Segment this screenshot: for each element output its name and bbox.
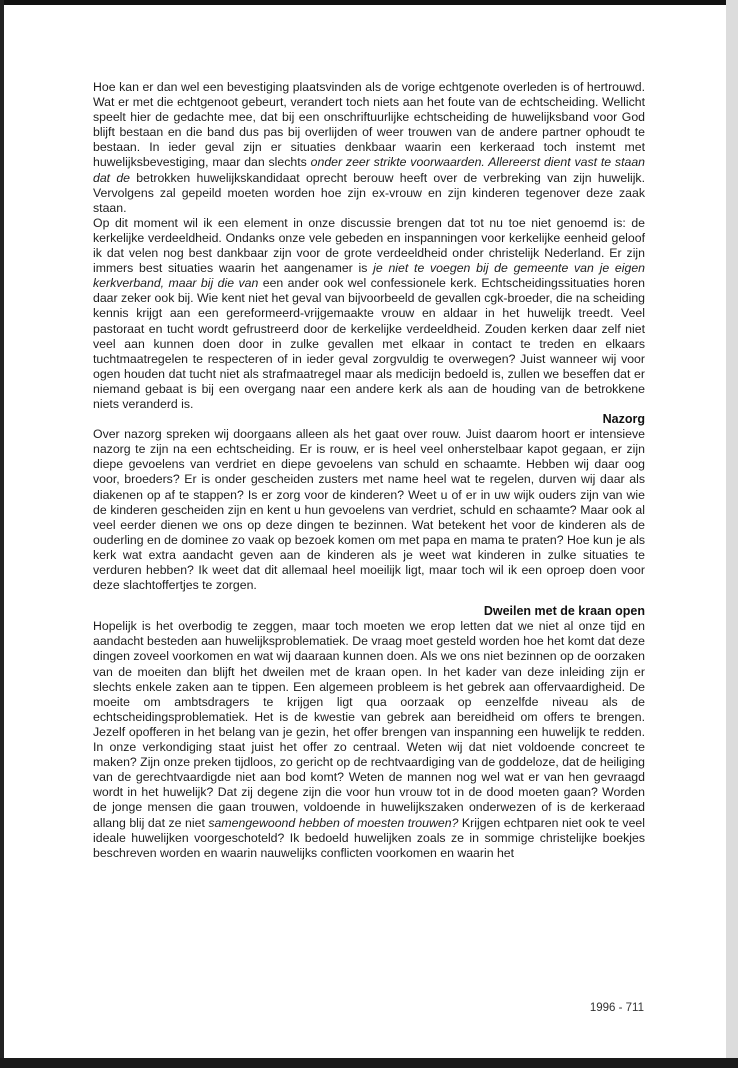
paragraph-4 xyxy=(93,619,645,861)
paragraph-4-emphasis: samengewoond hebben of moesten trouwen? xyxy=(208,815,459,830)
paragraph-1-text: Hoe kan er dan wel een bevestiging plaatsvinden als de vorige echtgenote overleden is of hertrouwd. Wat er met die echtgenoot gebeurt, verandert toch niets aan het foute van de echtscheiding. Wellicht speelt hier de gedachte mee, dat bij een onschriftuurlijke echtscheiding de huwelijksband voor God blijft bestaan en die band dus pas bij overlijden of weer trouwen van de andere partner ophoudt te bestaan. In ieder geval zijn er situaties denkbaar waarin een kerkeraad toch instemt met huwelijksbevestiging, maar dan slechts xyxy=(93,80,645,170)
paragraph-1-text-end: betrokken huwelijkskandidaat oprecht berouw heeft over de verbreking van zijn huwelijk. Vervolgens zal gepeild moeten worden hoe zijn ex-vrouw en zijn kinderen tegenover deze zaak staan. xyxy=(93,170,645,215)
scan-edge-left xyxy=(0,0,4,1060)
paragraph-2-text-end: een ander ook wel confessionele kerk. Echtscheidingssituaties horen daar zeker ook bij. Wie kent niet het geval van bijvoorbeeld de gevallen cgk-broeder, die na scheiding kennis krijgt aan een gereformeerd-vrijgemaakte vrouw en aldaar in het huwelijk treedt. Veel pastoraat en tucht wordt gefrustreerd door de kerkelijke verdeeldheid. Zouden kerken daar zelf niet veel aan kunnen doen door in zulke gevallen met elkaar in contact te treden en elkaars tuchtmaatregelen te respecteren of in ieder geval zorgvuldig te overwegen? Juist wanneer wij voor ogen houden dat tucht niet als strafmaatregel maar als medicijn bedoeld is, zullen we beseffen dat er niemand gebaat is bij een overgang naar een andere kerk als aan de houding van de betrokkene niets veranderd is. xyxy=(93,276,646,411)
scan-edge-right xyxy=(726,0,738,1068)
section-spacer xyxy=(93,593,645,604)
paragraph-2-text: Op dit moment wil ik een element in onze discussie brengen dat tot nu toe niet genoemd is: de kerkelijke verdeeldheid. Ondanks onze vele gebeden en inspanningen voor kerkelijke eenheid geloof ik dat velen nog best dankbaar zijn voor de grote verdeeldheid onder christelijk Nederland. Er zijn immers best situaties waarin het aangenamer is xyxy=(93,215,645,276)
paragraph-4-text: Hopelijk is het overbodig te zeggen, maar toch moeten we erop letten dat we niet al onze tijd en aandacht besteden aan huwelijksproblematiek. De vraag moet gesteld worden hoe het komt dat deze dingen zoveel voorkomen en wat wij daaraan kunnen doen. Als we ons niet bezinnen op de oorzaken van de moeiten dan blijft het dweilen met de kraan open. In het kader van deze inleiding zijn er slechts enkele zaken aan te tippen. Een algemeen probleem is het gebrek aan offervaardigheid. De moeite om ambtsdragers te krijgen ligt qua oorzaak op eenzelfde niveau als de echtscheidingsproblematiek. Het is de kwestie van gebrek aan bereidheid om offers te brengen. Jezelf opofferen in het belang van je gezin, het offer brengen van inspanning een huwelijk te redden. In onze verkondiging staat juist het offer zo centraal. Weten wij dat niet voldoende concreet te maken? Zijn onze preken tijdloos, zo gericht op de rechtvaardiging van de goddeloze, dat de heiliging van de gerechtvaardigde niet aan bod komt? Weten de mannen nog wel wat er van hen gevraagd wordt in het huwelijk? Dat zij degene zijn die voor hun vrouw tot in de dood moeten gaan? Worden de jonge mensen die gaan trouwen, voldoende in huwelijkszaken onderwezen of is de kerkeraad allang blij dat ze niet xyxy=(93,619,645,830)
paragraph-3: Over nazorg spreken wij doorgaans alleen als het gaat over rouw. Juist daarom hoort er intensieve nazorg te zijn na een echtscheiding. Er is rouw, er is heel veel onherstelbaar kapot gegaan, er zijn diepe gevoelens van verdriet en diepe gevoelens van schuld en schaamte. Hebben wij daar oog voor, broeders? Er is onder gescheiden zusters met name heel wat te regelen, durven wij daar als diakenen op af te stappen? Is er zorg voor de kinderen? Weet u of er in uw wijk ouders zijn van wie de kinderen gescheiden zijn en kent u hun gevoelens van verdriet, schuld en schaamte? Maar ook al veel eerder dienen we ons op deze dingen te bezinnen. Wat betekent het voor de kinderen als de ouderling en de dominee zo vaak op bezoek komen om met papa en mama te praten? Hoe kun je als kerk wat extra aandacht geven aan de kinderen als je weet wat kinderen in zulke situaties te verduren hebben? Ik weet dat dit allemaal heel moeilijk ligt, maar toch wil ik een oproep doen voor deze slachtoffertjes te zorgen. xyxy=(93,427,645,593)
paragraph-2-emphasis: je niet te voegen bij de gemeente van je eigen kerkverband, maar bij die van xyxy=(93,261,646,291)
page-number: 1996 - 711 xyxy=(589,1002,644,1014)
scan-edge-top xyxy=(0,0,738,5)
article-body xyxy=(93,80,645,861)
section-heading-nazorg: Nazorg xyxy=(602,412,645,427)
section-heading-dweilen: Dweilen met de kraan open xyxy=(483,604,645,619)
paragraph-1 xyxy=(93,80,645,216)
paragraph-1-emphasis: onder zeer strikte voorwaarden. Allereerst dient vast te staan dat de xyxy=(93,155,646,185)
scan-edge-bottom xyxy=(0,1058,738,1068)
paragraph-2 xyxy=(93,216,645,412)
paragraph-4-text-end: Krijgen echtparen niet ook te veel ideale huwelijken voorgeschoteld? Ik bedoeld huwelijken zoals ze in sommige christelijke boekjes beschreven worden en waarin nauwelijks conflicten voorkomen en waarin het xyxy=(93,815,645,860)
